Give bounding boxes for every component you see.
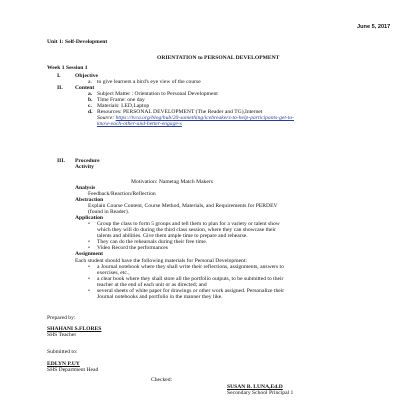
unit-title: Unit 1: Self-Development — [47, 39, 108, 45]
content-item-text: Materials: LED,Laptop — [97, 103, 150, 109]
source-link-continued[interactable]: know-each-other-and-better-engage-s — [97, 121, 182, 127]
assignment-item-line: teacher at the end of each unit or as directed; and — [97, 282, 207, 288]
list-marker: d. — [88, 109, 93, 115]
objective-text: to give learners a bird's eye view of the course — [97, 79, 201, 85]
assignment-item-line: Journal notebooks and portfolio in the manner they like. — [97, 294, 223, 300]
content-item-text: Subject Matter : Orientation to Personal Development — [97, 91, 218, 97]
analysis-text: Feedback/Reaction/Reflection — [88, 191, 156, 197]
application-item-line: which they will do during the third class session, where they can showcase their — [97, 227, 276, 233]
procedure-number: III. — [57, 158, 65, 164]
application-item-line: Group the class to form 5 groups and tell them to plan for a variety or talent show — [97, 221, 280, 227]
objective-number: I. — [57, 73, 61, 79]
checker-name: SUSAN B. LUNA,Ed.D — [227, 384, 283, 390]
content-item-text: Resources: PERSONAL DEVELOPMENT (The Reader and TG),Internet — [97, 109, 263, 115]
bullet-icon: • — [88, 239, 90, 245]
list-marker: a. — [88, 91, 93, 97]
motivation-text: Motivation: Nametag Match Makers — [131, 179, 213, 185]
objective-item — [88, 79, 201, 85]
assignment-item-line: several sheets of white paper for drawings or other work assigned. Personalize their — [97, 288, 285, 294]
source-link[interactable]: https://tvca.org/blog/hub/20-something/icebreakers-to-help-participants-get-to- — [115, 115, 295, 121]
procedure-heading: Procedure — [75, 158, 100, 164]
activity-heading: Activity — [75, 164, 94, 170]
abstraction-text: Explain Course Content, Course Method, Materials, and Requirements for PERDEV — [88, 203, 278, 209]
application-item-line: Video Record the performances — [97, 245, 168, 251]
application-item-line: talents and abilities. Give them ample time to prepare and rehearse. — [97, 233, 248, 239]
lesson-title: ORIENTATION to PERSONAL DEVELOPMENT — [157, 55, 280, 61]
abstraction-heading: Abstraction — [75, 197, 104, 203]
bullet-icon: • — [88, 245, 90, 251]
prepared-by-label: Prepared by: — [47, 315, 76, 321]
analysis-heading: Analysis — [75, 185, 96, 191]
application-item-line: They can do the rehearsals during their free time. — [97, 239, 208, 245]
submitted-to-label: Submitted to: — [47, 349, 78, 355]
week-session: Week 1 Session 1 — [47, 65, 88, 71]
submitted-name: EDLYN P.UY — [47, 361, 80, 367]
submitted-title: SHS Department Head — [47, 367, 99, 373]
assignment-intro: Each student should have the following materials for Personal Development: — [75, 258, 247, 264]
preparer-name: SHAHANI S.FLORES — [47, 326, 102, 332]
bullet-icon: • — [88, 276, 90, 282]
content-item-text: Time Frame: one day — [97, 97, 145, 103]
list-marker: b. — [88, 97, 93, 103]
source-label: Source: — [97, 115, 115, 121]
checker-title: Secondary School Principal 1 — [227, 390, 294, 396]
preparer-title: SHS Teacher — [47, 332, 77, 338]
assignment-item-line: a clear book where they shall store all the portfolio outputs, to be submitted to their — [97, 276, 284, 282]
application-heading: Application — [75, 215, 103, 221]
bullet-icon: • — [88, 288, 90, 294]
bullet-icon: • — [88, 264, 90, 270]
content-heading: Content — [75, 85, 95, 91]
abstraction-text-continued: (found in Reader). — [88, 209, 130, 215]
list-marker: a. — [88, 79, 92, 85]
assignment-item-line: exercises, etc., — [97, 270, 130, 276]
content-number: II. — [57, 85, 63, 91]
bullet-icon: • — [88, 221, 90, 227]
checked-label: Checked: — [151, 377, 173, 383]
assignment-item-line: a Journal notebook where they shall write their reflections, assignments, answers to — [97, 264, 284, 270]
list-marker: c. — [88, 103, 92, 109]
objective-heading: Objective — [75, 73, 98, 79]
assignment-heading: Assignment — [75, 251, 103, 257]
document-date: June 5, 2017 — [357, 24, 391, 30]
